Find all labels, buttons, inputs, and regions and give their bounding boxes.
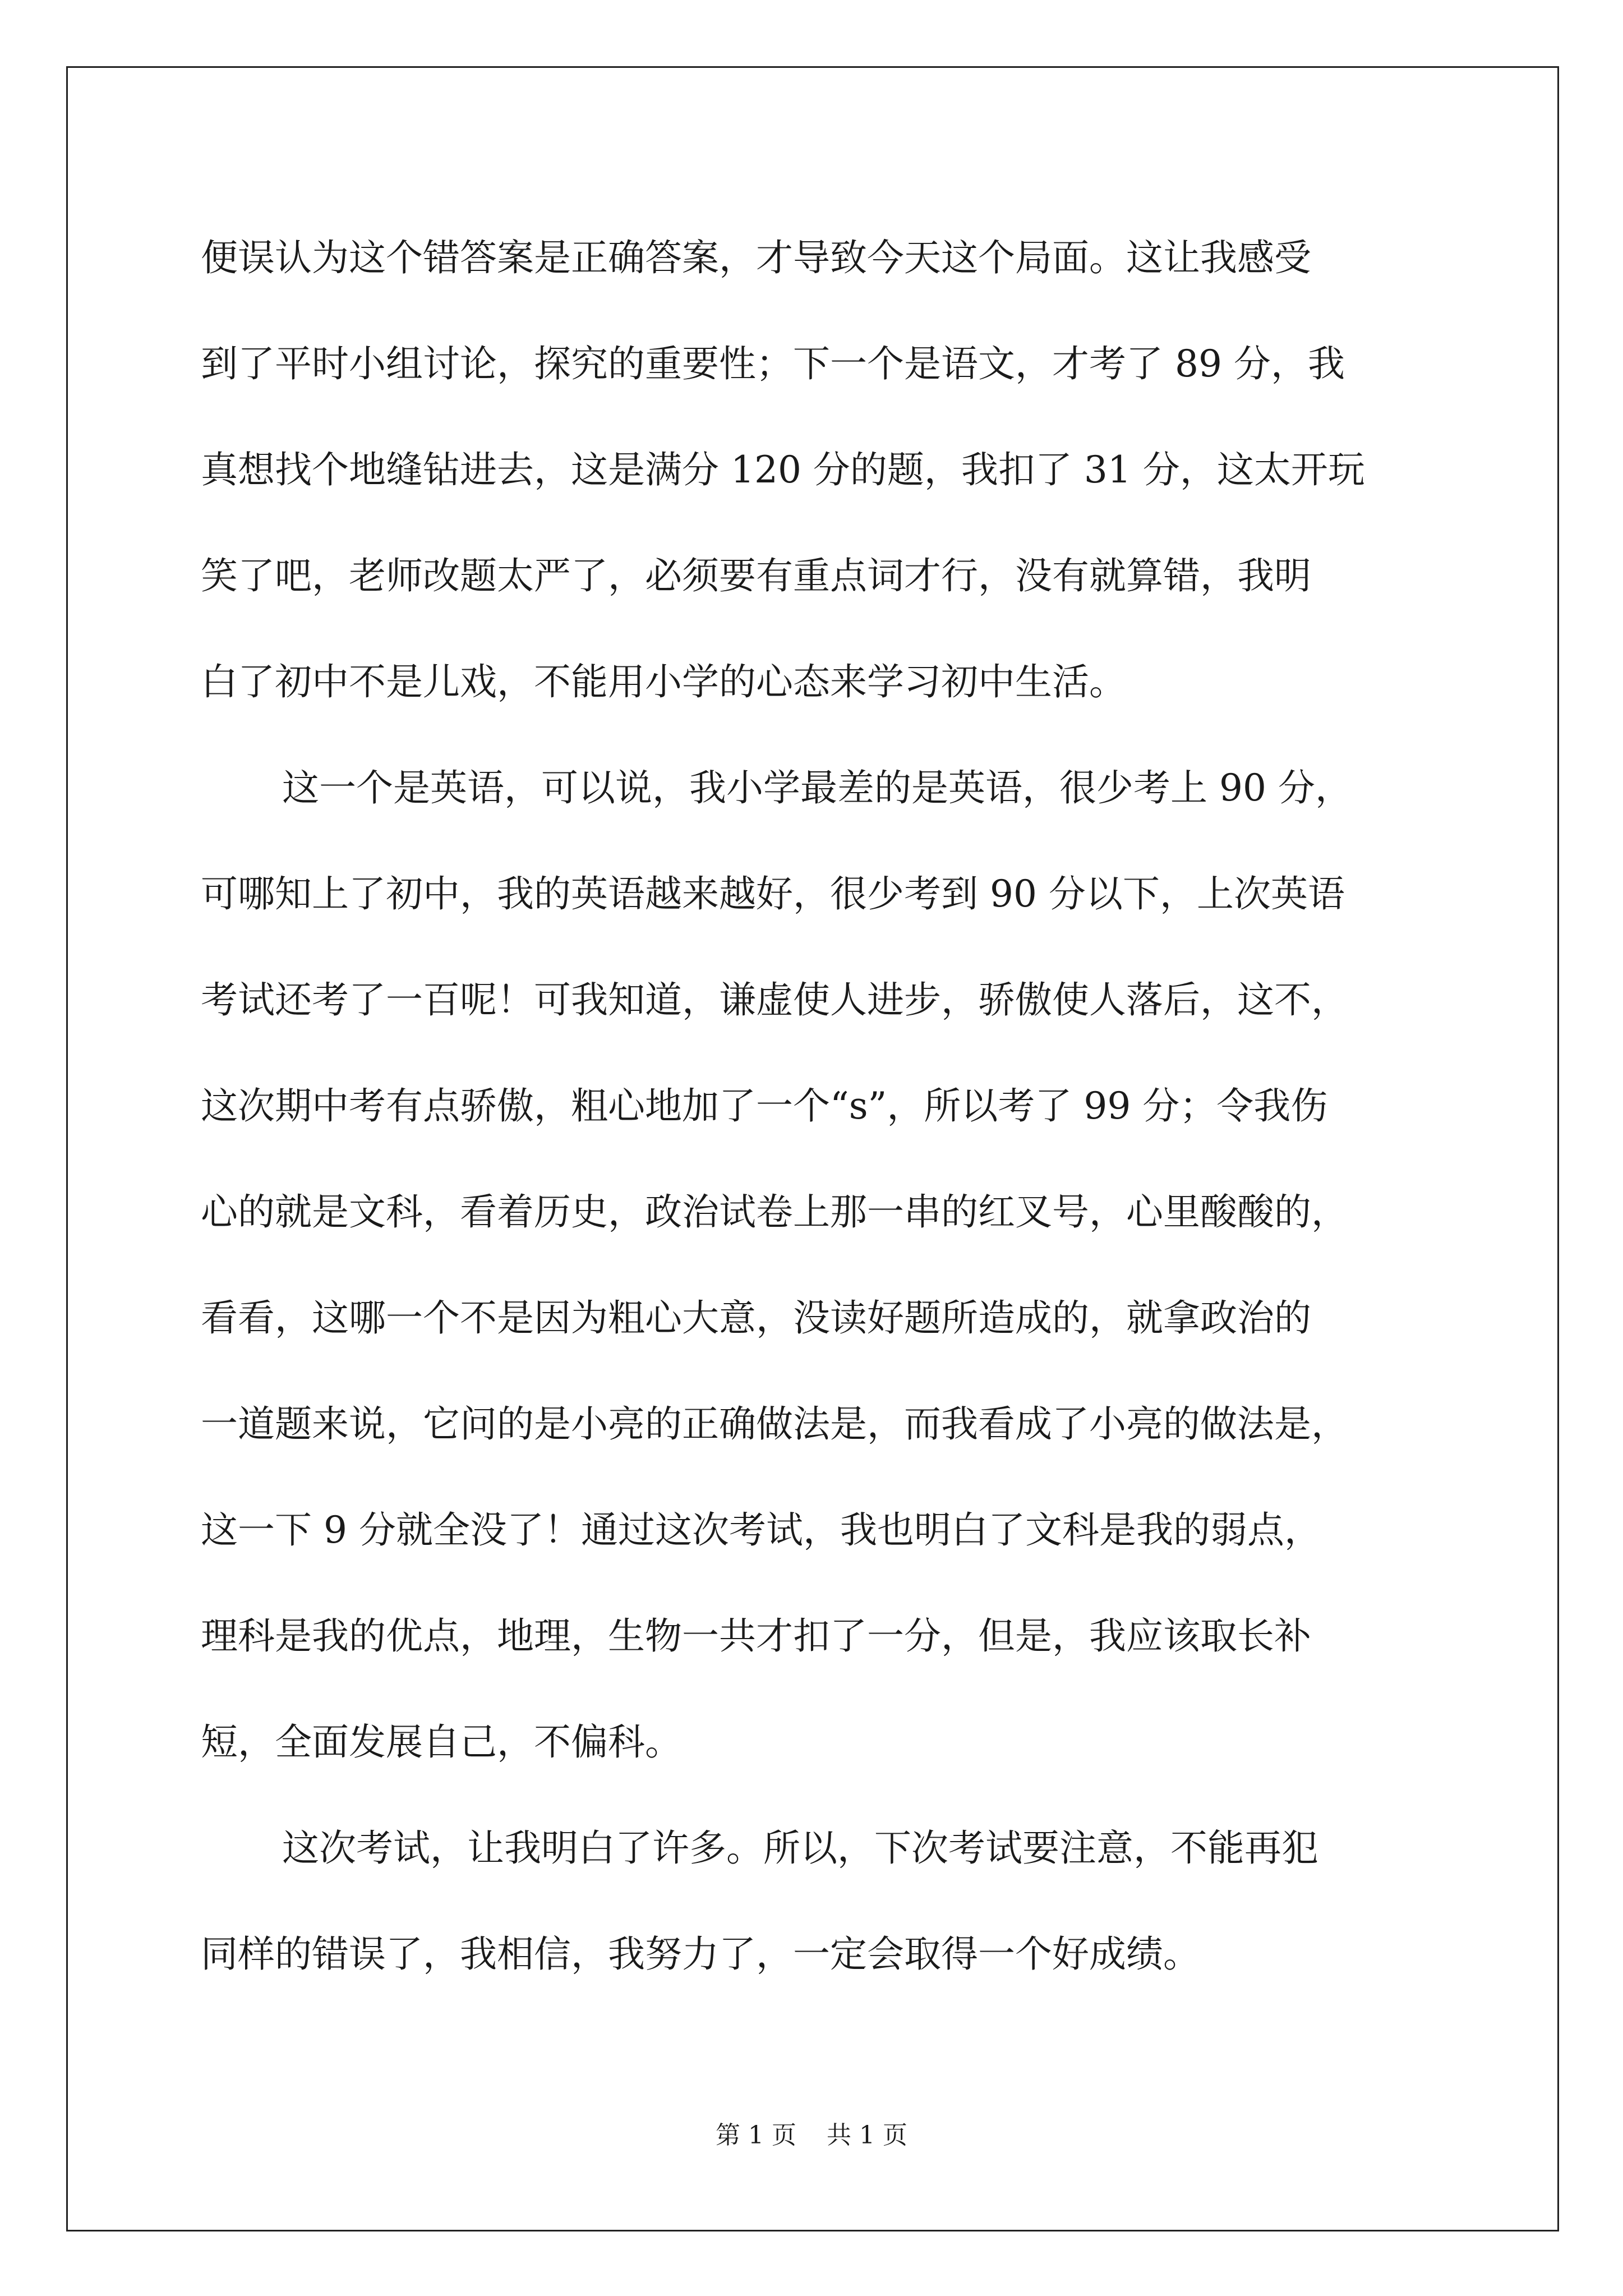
text-line: 到了平时小组讨论，探究的重要性；下一个是语文，才考了 89 分，我 [201, 342, 1345, 385]
text-line: 这次期中考有点骄傲，粗心地加了一个“s”，所以考了 99 分；令我伤 [201, 1084, 1328, 1128]
text-line: 看看，这哪一个不是因为粗心大意，没读好题所造成的，就拿政治的 [201, 1296, 1311, 1340]
page-footer [0, 2115, 1623, 2151]
page-number-total: 共 1 页 [827, 2121, 907, 2150]
text-line: 考试还考了一百呢！可我知道，谦虚使人进步，骄傲使人落后，这不， [201, 978, 1348, 1022]
document-body [201, 205, 1435, 2007]
text-line: 白了初中不是儿戏，不能用小学的心态来学习初中生活。 [201, 660, 1126, 703]
paragraph-2 [201, 735, 1435, 1795]
text-line: 可哪知上了初中，我的英语越来越好，很少考到 90 分以下，上次英语 [201, 872, 1345, 915]
text-line: 这一下 9 分就全没了！通过这次考试，我也明白了文科是我的弱点， [201, 1508, 1321, 1552]
paragraph-1 [201, 205, 1435, 735]
page-number-current: 第 1 页 [716, 2121, 796, 2150]
text-line: 这次考试，让我明白了许多。所以，下次考试要注意，不能再犯 [282, 1826, 1318, 1870]
text-line: 这一个是英语，可以说，我小学最差的是英语，很少考上 90 分， [282, 766, 1352, 809]
text-line: 心的就是文科，看着历史，政治试卷上那一串的红叉号，心里酸酸的， [201, 1190, 1348, 1234]
paragraph-3 [201, 1795, 1435, 2007]
text-line: 便误认为这个错答案是正确答案，才导致今天这个局面。这让我感受 [201, 236, 1311, 279]
text-line: 同样的错误了，我相信，我努力了，一定会取得一个好成绩。 [201, 1932, 1200, 1976]
text-line: 笑了吧，老师改题太严了，必须要有重点词才行，没有就算错，我明 [201, 554, 1311, 597]
text-line: 短，全面发展自己，不偏科。 [201, 1720, 682, 1764]
text-line: 真想找个地缝钻进去，这是满分 120 分的题，我扣了 31 分，这太开玩 [201, 448, 1365, 491]
text-line: 理科是我的优点，地理，生物一共才扣了一分，但是，我应该取长补 [201, 1614, 1311, 1658]
text-line: 一道题来说，它问的是小亮的正确做法是，而我看成了小亮的做法是， [201, 1402, 1348, 1446]
